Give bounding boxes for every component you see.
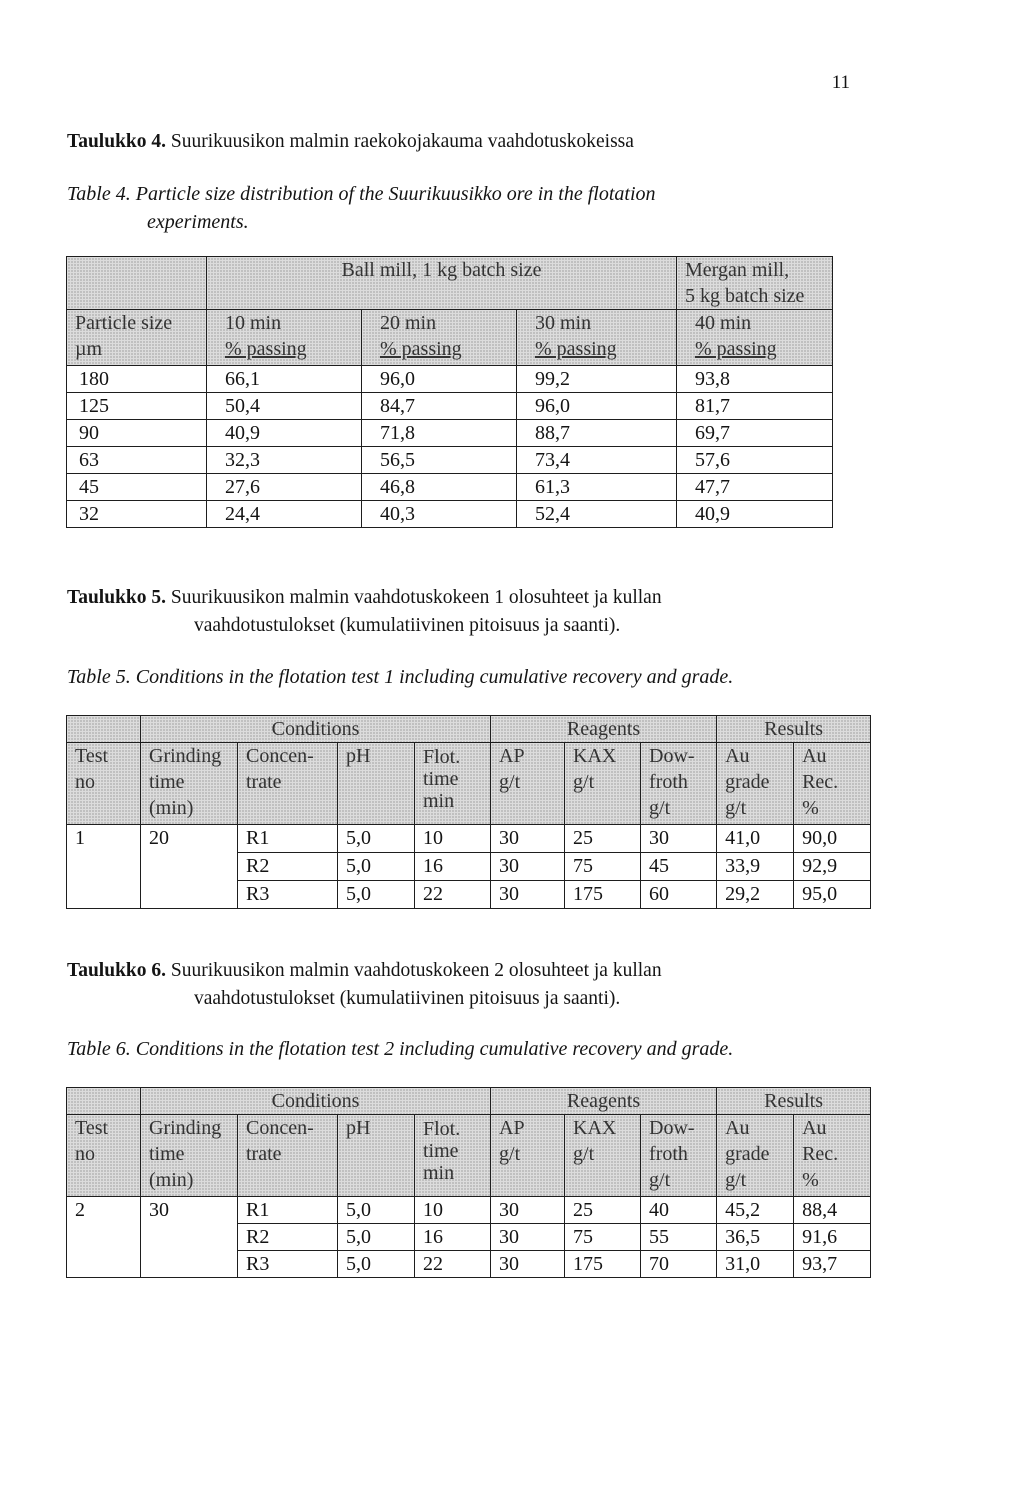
table4-header-40min: 40 min % passing — [677, 310, 833, 366]
table6-header-ap: AP g/t — [491, 1115, 565, 1197]
table-cell: 27,6 — [207, 474, 362, 501]
table-cell: 16 — [415, 853, 491, 881]
table6-header-test-no: Test no — [67, 1115, 141, 1197]
table-cell: 30 — [491, 853, 565, 881]
table-cell: 40,9 — [207, 420, 362, 447]
table4-caption-fi-text: Suurikuusikon malmin raekokojakauma vaahdotuskokeissa — [170, 131, 634, 152]
table-cell: 41,0 — [717, 825, 794, 853]
table5-header-test-no: Test no — [67, 743, 141, 825]
table5-caption-fi-line1: Suurikuusikon malmin vaahdotuskokeen 1 olosuhteet ja kullan — [170, 587, 662, 608]
table6-caption-fi-line2: vaahdotustulokset (kumulatiivinen pitoisuus ja saanti). — [194, 988, 621, 1009]
table-cell: 55 — [641, 1224, 717, 1251]
table-cell: 30 — [491, 881, 565, 909]
table-cell: 40,3 — [362, 501, 517, 528]
table-cell: 71,8 — [362, 420, 517, 447]
table-cell: 5,0 — [338, 1251, 415, 1278]
table6-group-conditions: Conditions — [141, 1088, 491, 1115]
table-cell: 5,0 — [338, 1224, 415, 1251]
table5-header-concentrate: Concen- trate — [238, 743, 338, 825]
table-cell: 88,4 — [794, 1197, 871, 1224]
table5-corner-cell — [67, 716, 141, 743]
table-cell: 30 — [491, 1251, 565, 1278]
table-cell: 36,5 — [717, 1224, 794, 1251]
table-cell: 63 — [67, 447, 207, 474]
table-cell: 45,2 — [717, 1197, 794, 1224]
table6-flotation-test-2 — [66, 1087, 871, 1278]
table-cell: 96,0 — [362, 366, 517, 393]
table4-caption-en-line1: Particle size distribution of the Suurikuusikko ore in the flotation — [135, 183, 656, 205]
table-row — [67, 501, 833, 528]
table6-header-grinding-time: Grinding time (min) — [141, 1115, 238, 1197]
table5-caption-en-text: Conditions in the flotation test 1 including cumulative recovery and grade. — [135, 666, 734, 688]
table-cell: 47,7 — [677, 474, 833, 501]
table5-header-au-grade: Au grade g/t — [717, 743, 794, 825]
table-cell: R2 — [238, 1224, 338, 1251]
table-cell: 5,0 — [338, 853, 415, 881]
table-cell: 46,8 — [362, 474, 517, 501]
table4-caption-en-label: Table 4. — [67, 183, 131, 205]
table5-group-reagents: Reagents — [491, 716, 717, 743]
table-cell: 31,0 — [717, 1251, 794, 1278]
table-cell: 93,7 — [794, 1251, 871, 1278]
table5-header-dowfroth: Dow- froth g/t — [641, 743, 717, 825]
table4-caption-fi-label: Taulukko 4. — [67, 131, 167, 152]
table-row — [67, 393, 833, 420]
table-row — [67, 1197, 871, 1224]
table5-header-flot-time: Flot. time min — [415, 743, 491, 825]
table4-caption-en — [67, 180, 867, 236]
table-cell: 50,4 — [207, 393, 362, 420]
table5-header-ph: pH — [338, 743, 415, 825]
table-cell: 52,4 — [517, 501, 677, 528]
table-cell: 30 — [491, 1197, 565, 1224]
table-cell: 91,6 — [794, 1224, 871, 1251]
table6-header-au-grade: Au grade g/t — [717, 1115, 794, 1197]
table5-group-results: Results — [717, 716, 871, 743]
table-cell: 30 — [491, 825, 565, 853]
table-cell: 90,0 — [794, 825, 871, 853]
table-row — [67, 825, 871, 853]
table6-group-results: Results — [717, 1088, 871, 1115]
table-cell: 75 — [565, 1224, 641, 1251]
table-cell: 5,0 — [338, 825, 415, 853]
table4-corner-cell — [67, 257, 207, 310]
table-cell: R3 — [238, 1251, 338, 1278]
table-row — [67, 474, 833, 501]
table6-grinding-time-value: 30 — [141, 1197, 238, 1278]
table-cell: 40 — [641, 1197, 717, 1224]
table-cell: 10 — [415, 1197, 491, 1224]
table-cell: 180 — [67, 366, 207, 393]
table-cell: 125 — [67, 393, 207, 420]
table-cell: 24,4 — [207, 501, 362, 528]
table6-header-ph: pH — [338, 1115, 415, 1197]
table-cell: 22 — [415, 881, 491, 909]
table4-header-10min: 10 min % passing — [207, 310, 362, 366]
table-cell: R1 — [238, 825, 338, 853]
table-cell: 57,6 — [677, 447, 833, 474]
table-cell: 40,9 — [677, 501, 833, 528]
table-cell: 70 — [641, 1251, 717, 1278]
table-cell: 45 — [67, 474, 207, 501]
table-cell: 66,1 — [207, 366, 362, 393]
table-cell: 69,7 — [677, 420, 833, 447]
table6-group-reagents: Reagents — [491, 1088, 717, 1115]
table-cell: 92,9 — [794, 853, 871, 881]
table6-header-flot-time: Flot. time min — [415, 1115, 491, 1197]
table5-caption-en-label: Table 5. — [67, 666, 131, 688]
table5-caption-fi-line2: vaahdotustulokset (kumulatiivinen pitoisuus ja saanti). — [194, 615, 621, 636]
table-cell: 75 — [565, 853, 641, 881]
table4-header-20min: 20 min % passing — [362, 310, 517, 366]
table-cell: R3 — [238, 881, 338, 909]
table-cell: 99,2 — [517, 366, 677, 393]
table-cell: 22 — [415, 1251, 491, 1278]
table-cell: 95,0 — [794, 881, 871, 909]
table6-caption-fi — [67, 957, 887, 1013]
table5-group-conditions: Conditions — [141, 716, 491, 743]
page-number: 11 — [831, 72, 850, 93]
table6-header-au-rec: Au Rec. % — [794, 1115, 871, 1197]
table-row — [67, 447, 833, 474]
table-cell: 60 — [641, 881, 717, 909]
table-cell: 33,9 — [717, 853, 794, 881]
table-cell: 10 — [415, 825, 491, 853]
table-cell: 175 — [565, 881, 641, 909]
table-cell: 25 — [565, 1197, 641, 1224]
table-cell: 29,2 — [717, 881, 794, 909]
table4-group-mergan-mill: Mergan mill, 5 kg batch size — [677, 257, 833, 310]
table6-header-kax: KAX g/t — [565, 1115, 641, 1197]
table-cell: R2 — [238, 853, 338, 881]
table-cell: 61,3 — [517, 474, 677, 501]
table6-caption-fi-label: Taulukko 6. — [67, 960, 167, 981]
table6-corner-cell — [67, 1088, 141, 1115]
table-row — [67, 366, 833, 393]
table6-caption-fi-line1: Suurikuusikon malmin vaahdotuskokeen 2 olosuhteet ja kullan — [170, 960, 662, 981]
table5-caption-en — [67, 663, 887, 691]
table-cell: 45 — [641, 853, 717, 881]
table5-header-kax: KAX g/t — [565, 743, 641, 825]
table-cell: 88,7 — [517, 420, 677, 447]
table5-grinding-time-value: 20 — [141, 825, 238, 909]
table-cell: 5,0 — [338, 881, 415, 909]
table5-header-au-rec: Au Rec. % — [794, 743, 871, 825]
table-cell: 32,3 — [207, 447, 362, 474]
table4-group-ball-mill: Ball mill, 1 kg batch size — [207, 257, 677, 310]
table-cell: 30 — [641, 825, 717, 853]
table6-header-concentrate: Concen- trate — [238, 1115, 338, 1197]
table6-header-dowfroth: Dow- froth g/t — [641, 1115, 717, 1197]
table6-caption-en — [67, 1035, 887, 1063]
table-cell: 56,5 — [362, 447, 517, 474]
table5-test-number: 1 — [67, 825, 141, 909]
table-cell: 175 — [565, 1251, 641, 1278]
table5-header-ap: AP g/t — [491, 743, 565, 825]
table6-caption-en-label: Table 6. — [67, 1038, 131, 1060]
table-cell: R1 — [238, 1197, 338, 1224]
table-cell: 73,4 — [517, 447, 677, 474]
table-cell: 93,8 — [677, 366, 833, 393]
table-cell: 90 — [67, 420, 207, 447]
table-cell: 96,0 — [517, 393, 677, 420]
table-cell: 84,7 — [362, 393, 517, 420]
table4-header-particle-size: Particle size µm — [67, 310, 207, 366]
table4-header-30min: 30 min % passing — [517, 310, 677, 366]
table-cell: 81,7 — [677, 393, 833, 420]
table-cell: 30 — [491, 1224, 565, 1251]
table6-test-number: 2 — [67, 1197, 141, 1278]
table4-particle-size — [66, 256, 833, 528]
table-cell: 25 — [565, 825, 641, 853]
table4-caption-fi — [67, 128, 867, 156]
table5-caption-fi — [67, 584, 887, 640]
table-row — [67, 420, 833, 447]
table-cell: 16 — [415, 1224, 491, 1251]
table-cell: 5,0 — [338, 1197, 415, 1224]
table5-flotation-test-1 — [66, 715, 871, 909]
table5-caption-fi-label: Taulukko 5. — [67, 587, 167, 608]
table5-header-grinding-time: Grinding time (min) — [141, 743, 238, 825]
table6-caption-en-text: Conditions in the flotation test 2 including cumulative recovery and grade. — [135, 1038, 734, 1060]
table4-caption-en-line2: experiments. — [147, 211, 249, 233]
table-cell: 32 — [67, 501, 207, 528]
